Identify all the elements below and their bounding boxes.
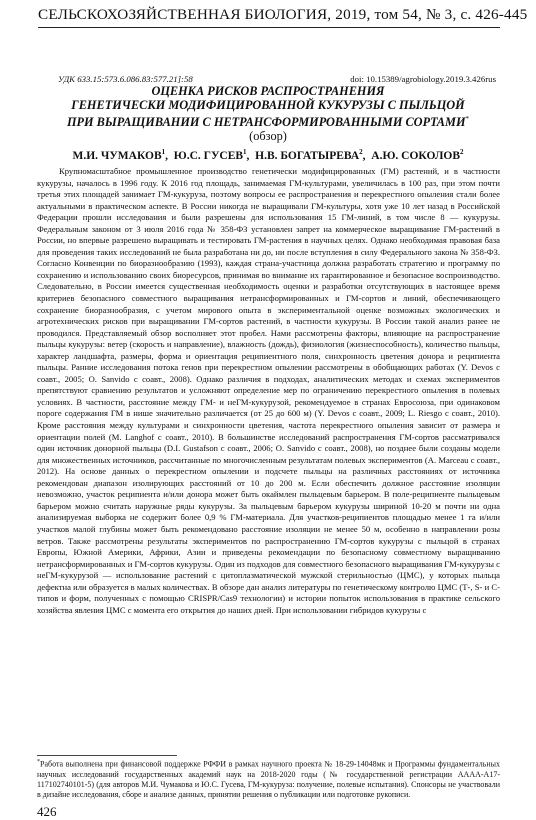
funding-footnote bbox=[37, 757, 500, 800]
author-affiliation: 1 bbox=[161, 148, 166, 156]
title-line-1: ОЦЕНКА РИСКОВ РАСПРОСТРАНЕНИЯ bbox=[151, 84, 385, 98]
footnote-rule bbox=[37, 755, 177, 756]
title-line-3-text: ПРИ ВЫРАЩИВАНИИ С НЕТРАНСФОРМИРОВАННЫМИ СОРТАМИ bbox=[66, 115, 466, 130]
title-footnote-mark: * bbox=[465, 115, 470, 123]
article-title bbox=[36, 84, 500, 143]
title-line-3 bbox=[36, 112, 500, 129]
author bbox=[255, 150, 362, 162]
udk-code: УДК 633.15:573.6.086.83:577.21]:58 bbox=[58, 74, 193, 84]
header-rule bbox=[38, 27, 500, 28]
author-list: М.И. ЧУМАКОВ$^1$, Ю.С. ГУСЕВ$^1$, Н.В. БОГАТЫРЕВА$^2$, А.Ю. СОКОЛОВ$^2$ bbox=[72, 148, 464, 162]
page-number: 426 bbox=[37, 804, 57, 819]
article-subtitle: (обзор) bbox=[249, 129, 287, 144]
author-name: Н.В. БОГАТЫРЕВА bbox=[255, 149, 360, 162]
author-affiliation: 1 bbox=[243, 148, 247, 156]
footnote-text: Работа выполнена при финансовой поддержке РФФИ в рамках научного проекта № 18-29-14048мк и Программы фундаментальных научных исследований государственных академий наук на 2018-2020 годы (№ государственной регистрации АААА-А17-117102740101-5) (для авторов М.И. Чумакова и Ю.С. Гусева, ГМ-кукуруза: получение, полевые испытания). Спонсоры не участвовали в дизайне исследования, сборе и анализе данных, принятии решения о публикации или подготовке рукописи. bbox=[37, 759, 500, 800]
footnote-mark: * bbox=[37, 759, 40, 765]
author bbox=[174, 150, 247, 162]
author-affiliation: 2 bbox=[460, 148, 464, 156]
author bbox=[72, 150, 165, 162]
author-affiliation: 2 bbox=[359, 148, 363, 156]
author-name: А.Ю. СОКОЛОВ bbox=[371, 149, 461, 162]
author bbox=[371, 150, 463, 162]
author-name: М.И. ЧУМАКОВ bbox=[72, 149, 162, 162]
title-line-2: ГЕНЕТИЧЕСКИ МОДИФИЦИРОВАННОЙ КУКУРУЗЫ С ПЫЛЬЦОЙ bbox=[71, 98, 465, 112]
journal-header: СЕЛЬСКОХОЗЯЙСТВЕННАЯ БИОЛОГИЯ, 2019, том 54, № 3, с. 426-445 bbox=[38, 6, 528, 23]
abstract-text: Крупномасштабное промышленное производство генетически модифицированных (ГМ) растений, и в частности кукурузы, началось в 1996 году. К 2016 год площадь, занимаемая ГМ-культурами, увеличилась в 100 раз, при этом почти третья этих площадей занимает ГМ-кукуруза, поэтому вопросы ее распространения и перекрестного опыления стали более актуальными в практическом аспекте. В России никогда не выращивали ГМ-культуры, хотя уже 10 лет назад в Российской Федерации прошли исследования и были разрешены для использования 15 ГМ-линий, в том числе 8 — кукурузы. Федеральным законом от 3 июля 2016 года № 358-ФЗ установлен запрет на коммерческое выращивание ГМ-растений в России, но впервые разрешено выращивать и тестировать ГМ-растения в научных целях. Однако необходимая правовая база для проведения таких исследований не была разработана ни до, ни после вступления в силу Федерального закона № 358-ФЗ. Согласно Конвенции по биоразнообразию (1993), каждая страна-участница должна разработать стратегию и программу по сохранению и использованию своих биоресурсов, принимая во внимание их гарантированное и безопасное воспроизводство. Следовательно, в России имеется существенная необходимость оценки и разработки отсутствующих в настоящее время критериев безопасного совместного выращивания нетрансформированных и ГМ-сортов и линий, обеспечивающего сохранение биоразнообразия, с учетом мирового опыта в экспериментальной оценке возможных экологических и агротехнических рисков при выращивании ГМ-сортов растений, в частности кукурузы. В России такой анализ ранее не проводился. Представляемый обзор восполняет этот пробел. Нами рассмотрены факторы, влияющие на распространение пыльцы кукурузы: ветер (скорость и направление), влажность (дождь), физиология (жизнеспособность), количество пыльцы, характер ландшафта, размеры, форма и ориентация реципиентного поля, синхронность цветения донора и реципиента пыльцы. Ранние исследования потока генов при перекрестном опылении рассмотрены в обобщающих работах (Y. Devos с соавт., 2005; O. Sanvido с соавт., 2008). Однако различия в подходах, аналитических методах и схемах экспериментов препятствуют сравнению результатов и усложняют определение мер по ограничению перекрестного опыления в полевых условиях. В частности, расстояние между ГМ- и неГМ-кукурузой, рекомендуемое в странах Евросоюза, при одинаковом пороге содержания ГМ в нише значительно различается (от 25 до 600 м) (Y. Devos с соавт., 2009; L. Riesgo с соавт., 2010). Кроме расстояния между культурами и синхронности цветения, частота перекрестного опыления зависит от размера и ориентации полей (M. Langhof с соавт., 2010). В большинстве исследований распространения ГМ-сортов рассматривался один источник донорной пыльцы (D.I. Gustafson с соавт., 2006; O. Sanvido с соавт., 2008), но позднее были созданы модели для множественных источников, рассчитанные по многочисленным результатам полевых экспериментов (A. Marceau с соавт., 2012). На основе данных о перекрестном опылении и подсчете пыльцы на различных расстояниях от источника рекомендован диапазон изолирующих расстояний от 10 до 200 м. Если обеспечить должное расстояние изоляции невозможно, участок реципиента и/или донора может быть окаймлен пыльцевым барьером. В поле-реципиенте пыльцевым барьером можно считать наружные ряды кукурузы. За пыльцевым барьером кукурузы шириной 10-20 м почти ни одна анализируемая выборка не содержит более 0,9 % ГМ-материала. Для участков-реципиентов площадью менее 1 га и/или участков малой глубины может быть рекомендовано расстояние изоляции не менее 50 м, особенно в направлении розы ветров. Также рассмотрены результаты экспериментов по распространению ГМ-сортов кукурузы с пыльцой в странах Европы, Южной Америки, Африки, Азии и приведены рекомендации по безопасному совместному выращиванию нетрансформированных и ГМ-сортов кукурузы. Один из подходов для совместного безопасного выращивания ГМ-кукурузы с неГМ-кукурузой — использование растений с цитоплазматической мужской стерильностью (ЦМС), у которых пыльца дефектна или образуется в малых количествах. В обзоре дан анализ литературы по генетическому контролю ЦМС (Т-, S- и С-типов и форм, полученных с помощью CRISPR/Cas9 технологии) и истории попыток использования в практике сельского хозяйства явления ЦМС с момента его открытия до наших дней. При использовании гибридов кукурузы с bbox=[37, 166, 500, 615]
author-name: Ю.С. ГУСЕВ bbox=[173, 149, 244, 162]
doi[interactable]: doi: 10.15389/agrobiology.2019.3.426rus bbox=[350, 74, 496, 84]
